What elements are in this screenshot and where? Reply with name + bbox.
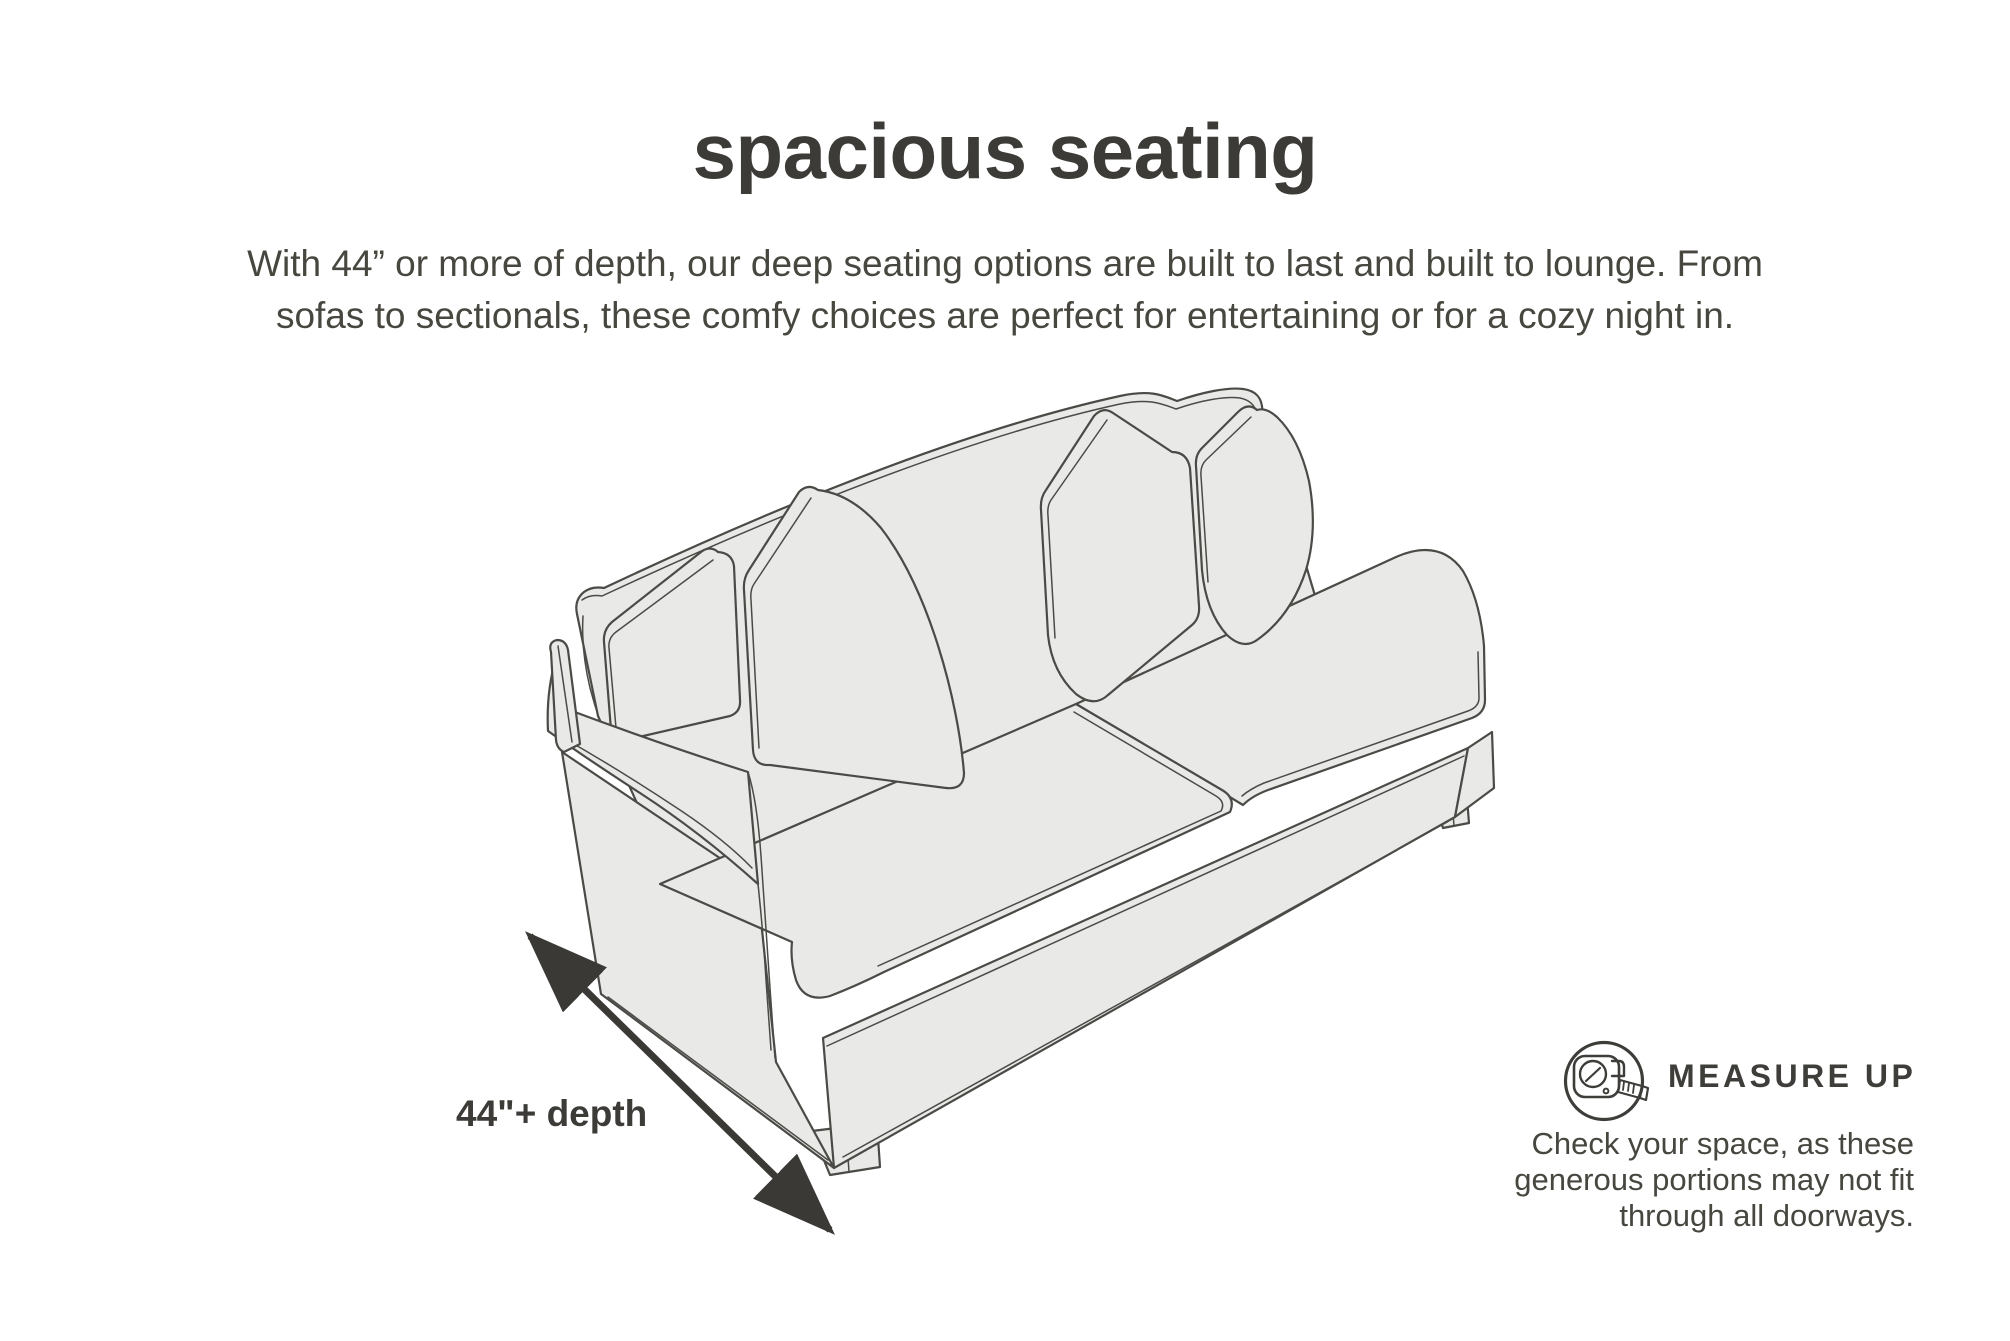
measure-up-heading: MEASURE UP [1668,1058,1917,1094]
page-title: spacious seating [692,107,1318,195]
intro-text-line2: sofas to sectionals, these comfy choices are perfect for entertaining or for a cozy night in. [275,295,1735,336]
intro-text-line1: With 44” or more of depth, our deep seating options are built to last and built to lounge. From [247,243,1763,284]
tape-measure-icon [1556,1034,1656,1134]
depth-dimension-label: 44"+ depth [456,1093,648,1134]
measure-up-note: Check your space, as these generous portions may not fit through all doorways. [1514,1126,1914,1233]
